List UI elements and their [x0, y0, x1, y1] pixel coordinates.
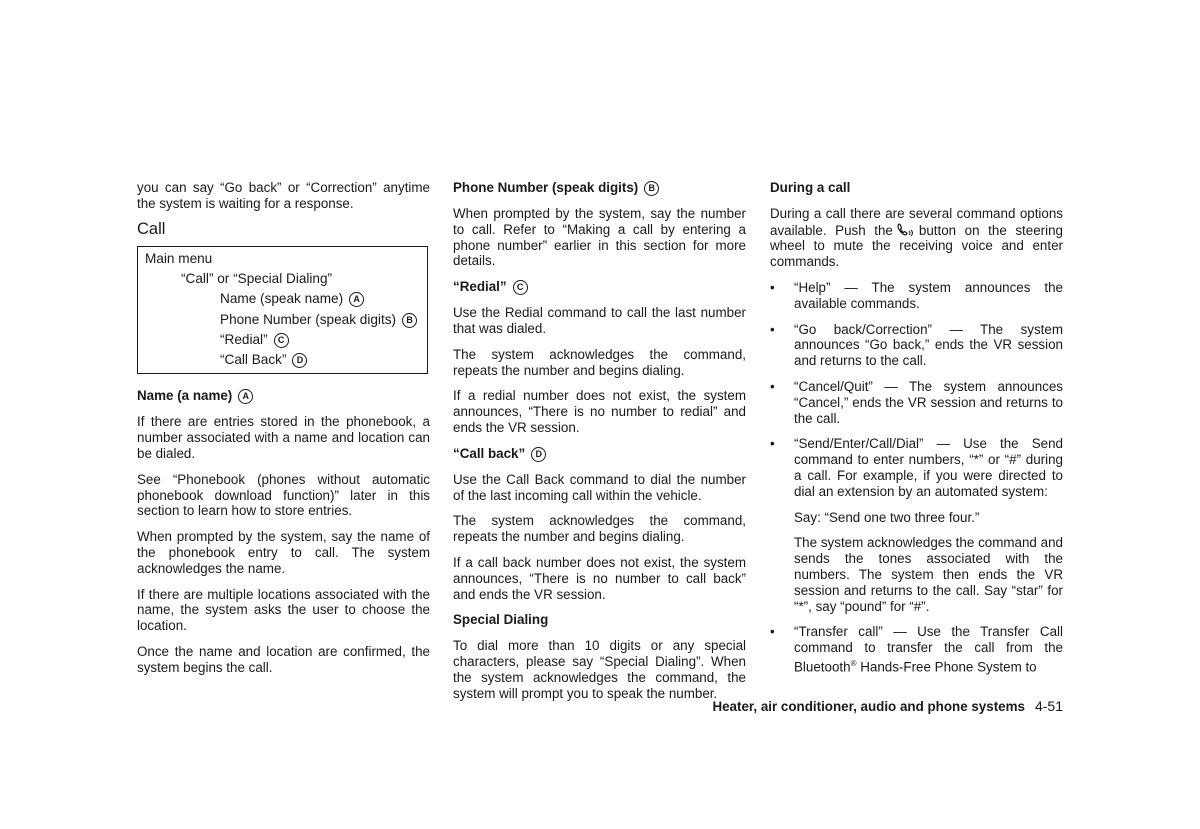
- menu-item-call-back: [220, 352, 307, 368]
- acknowledge-paragraph: The system acknowledges the command and sends the tones associated with the numbers. The system then ends the VR session and returns to the call. Say “star” for “*”, say “pound” for “#”.: [794, 535, 1063, 614]
- during-text-a: During a call there are several command options available. Push the: [770, 205, 1063, 238]
- list-item: [770, 624, 1063, 675]
- paragraph: Use the Redial command to call the last number that was dialed.: [453, 305, 746, 336]
- paragraph: If there are multiple locations associated with the name, the system asks the user to choose the location.: [137, 586, 430, 634]
- call-heading: Call: [137, 219, 166, 238]
- paragraph: The system acknowledges the command, repeats the number and begins dialing.: [453, 513, 746, 545]
- badge-a-icon: A: [349, 292, 364, 307]
- footer-section-title: Heater, air conditioner, audio and phone systems: [712, 699, 1025, 714]
- paragraph: The system acknowledges the command, repeats the number and begins dialing.: [453, 346, 746, 378]
- transfer-text-b: Hands-Free Phone System to: [856, 659, 1037, 675]
- badge-d-icon: D: [292, 353, 307, 368]
- menu-item-label: “Redial”: [220, 332, 268, 348]
- during-text-b: button on the steering wheel to mute the receiving voice and enter commands.: [770, 222, 1063, 270]
- say-line: Say: “Send one two three four.”: [794, 509, 980, 525]
- badge-c-icon: C: [274, 333, 289, 348]
- list-item: • “Help” — The system announces the available commands.: [770, 280, 1063, 312]
- badge-a-icon: A: [238, 389, 253, 404]
- paragraph: [770, 206, 1063, 270]
- name-heading-text: Name (a name): [137, 388, 233, 404]
- badge-b-icon: B: [644, 181, 659, 196]
- paragraph: See “Phonebook (phones without automatic phonebook download function)” later in this section to learn how to store entries.: [137, 471, 430, 519]
- list-item: • “Go back/Correction” — The system announces “Go back,” ends the VR session and returns to the call.: [770, 322, 1063, 369]
- menu-item-label: Name (speak name): [220, 291, 344, 307]
- redial-heading-text: “Redial”: [453, 279, 507, 295]
- registered-mark: ®: [850, 658, 857, 668]
- paragraph: When prompted by the system, say the name of the phonebook entry to call. The system acknowledges the name.: [137, 529, 430, 576]
- paragraph: When prompted by the system, say the number to call. Refer to “Making a call by entering a phone number” earlier in this section for more details.: [453, 206, 746, 269]
- menu-item-redial: [220, 332, 289, 348]
- paragraph: If a redial number does not exist, the system announces, “There is no number to redial” and ends the VR session.: [453, 388, 746, 435]
- menu-subtitle: “Call” or “Special Dialing”: [181, 271, 333, 287]
- page-number: 4-51: [1034, 698, 1063, 714]
- during-call-heading: During a call: [770, 180, 851, 195]
- list-item: [770, 436, 1063, 614]
- badge-d-icon: D: [531, 447, 546, 462]
- paragraph: To dial more than 10 digits or any special characters, please say “Special Dialing”. When the system acknowledges the command, the system will prompt you to speak the number.: [453, 638, 746, 701]
- call-back-heading-text: “Call back”: [453, 445, 526, 461]
- transfer-text-a: “Transfer call” — Use the Transfer Call command to transfer the call from the Bluetooth: [794, 624, 1063, 675]
- paragraph: If a call back number does not exist, the system announces, “There is no number to call back” and ends the VR session.: [453, 554, 746, 602]
- menu-title: Main menu: [145, 251, 213, 267]
- special-dialing-heading: Special Dialing: [453, 612, 549, 628]
- column-middle: [453, 180, 746, 711]
- phone-number-heading-text: Phone Number (speak digits): [453, 180, 639, 195]
- menu-item-label: “Call Back”: [220, 352, 287, 368]
- page-footer: [712, 698, 1063, 714]
- intro-paragraph: you can say “Go back” or “Correction” anytime the system is waiting for a response.: [137, 180, 430, 211]
- redial-heading: [453, 279, 746, 295]
- badge-b-icon: B: [402, 313, 417, 328]
- menu-item-phone-number: [220, 312, 417, 328]
- list-item-text: • “Send/Enter/Call/Dial” — Use the Send command to enter numbers, “*” or “#” during a call. For example, if you were directed to dial an extension by an automated system:: [794, 436, 1063, 499]
- badge-c-icon: C: [513, 280, 528, 295]
- phone-talk-icon: [896, 222, 916, 238]
- call-back-heading: [453, 446, 746, 462]
- paragraph: Use the Call Back command to dial the number of the last incoming call within the vehicle.: [453, 471, 746, 503]
- name-heading: [137, 388, 430, 404]
- column-left: [137, 180, 430, 686]
- main-menu-box: [137, 246, 428, 374]
- menu-item-label: Phone Number (speak digits): [220, 312, 397, 328]
- menu-item-name: [220, 291, 364, 307]
- list-item: • “Cancel/Quit” — The system announces “Cancel,” ends the VR session and returns to the call.: [770, 379, 1063, 426]
- phone-number-heading: [453, 180, 746, 196]
- column-right: [770, 180, 1063, 685]
- command-list: [770, 280, 1063, 675]
- paragraph: Once the name and location are confirmed, the system begins the call.: [137, 643, 430, 675]
- paragraph: If there are entries stored in the phonebook, a number associated with a name and location can be dialed.: [137, 414, 430, 461]
